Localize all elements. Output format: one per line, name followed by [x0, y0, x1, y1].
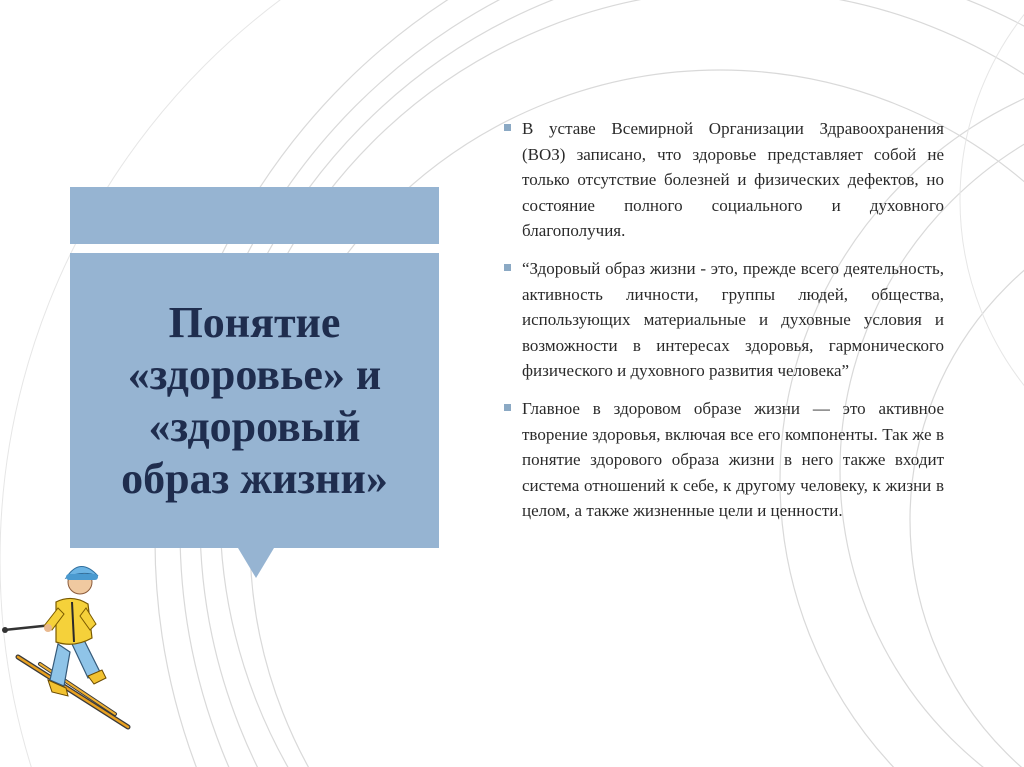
- bullet-square-icon: [504, 264, 511, 271]
- accent-bar: [70, 187, 439, 244]
- title-box: [70, 253, 439, 548]
- bullet-item: [504, 396, 944, 524]
- bullet-item: [504, 256, 944, 384]
- bullet-square-icon: [504, 124, 511, 131]
- bullet-item: [504, 116, 944, 244]
- bullet-text: Главное в здоровом образе жизни — это активное творение здоровья, включая все его компоненты. Так же в понятие здорового образа жизни в него также входит система отношений к себе, к другому человеку, к жизни в целом, а также жизненные цели и ценности.: [522, 398, 944, 521]
- content-list: [504, 116, 944, 536]
- bullet-text: В уставе Всемирной Организации Здравоохранения (ВОЗ) записано, что здоровье представляет собой не только отсутствие болезней и физических дефектов, но состояние полного социального и духовного благополучия.: [522, 119, 944, 241]
- skier-illustration: [0, 552, 140, 732]
- bullet-square-icon: [504, 404, 511, 411]
- title-pointer: [238, 548, 274, 578]
- bullet-text: “Здоровый образ жизни - это, прежде всего деятельность, активность личности, группы людей, общества, использующих материальные и духовные условия и возможности в интересах здоровья, гармонического физического и духовного развития человека”: [522, 258, 944, 381]
- slide-title: Понятие «здоровье» и «здоровый образ жизни»: [121, 297, 388, 503]
